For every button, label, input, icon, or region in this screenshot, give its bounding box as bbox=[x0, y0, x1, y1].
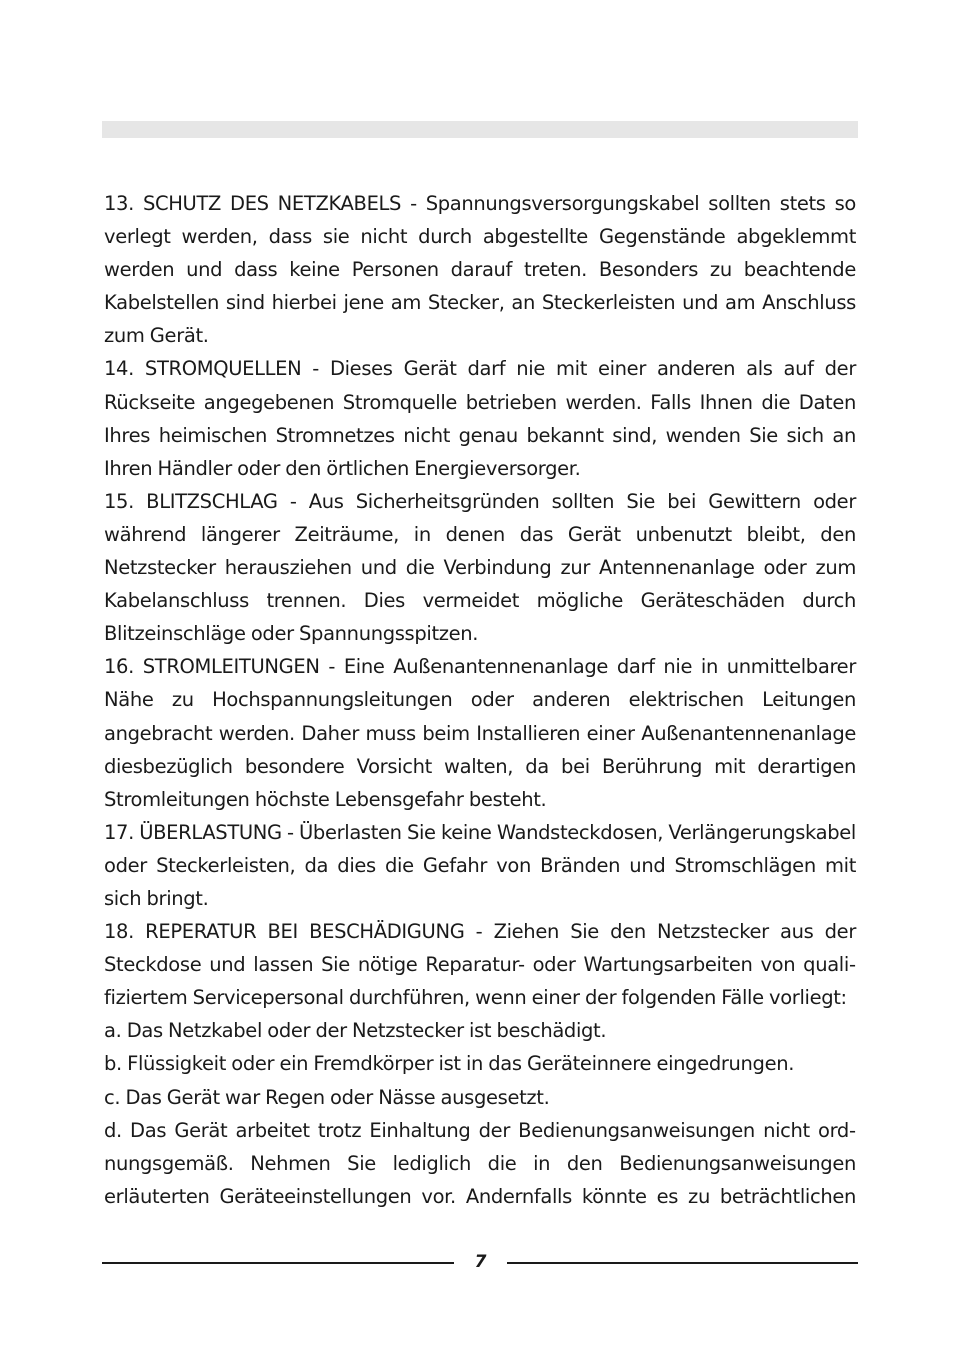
damage-case-a: a. Das Netzkabel oder der Netzstecker ist beschädigt. bbox=[104, 1019, 607, 1043]
section-13-power-cord-protection: 13. SCHUTZ DES NETZKABELS - Spannungsversorgungskabel sollten stets so verlegt werden, dass sie nicht durch abgestellte Gegenstände abgeklemmt werden und dass keine Personen darauf treten. Besonders zu beachtende Kabelstellen sind hierbei jene am Stecker, an Steckerleisten und am Anschluss zum Gerät. bbox=[104, 192, 856, 348]
section-15-lightning: 15. BLITZSCHLAG - Aus Sicherheitsgründen sollten Sie bei Gewittern oder während längerer Zeiträume, in denen das Gerät unbenutzt bleibt, den Netzstecker herausziehen und die Verbindung zur Antennenanlage oder zum Kabelanschluss trennen. Dies vermeidet mögliche Geräteschäden durch Blitzeinschläge oder Spannungsspitzen. bbox=[104, 489, 856, 646]
section-18-repair-damage: 18. REPERATUR BEI BESCHÄDIGUNG - Ziehen Sie den Netzstecker aus der Steckdose und lassen Sie nötige Reparatur- oder Wartungsarbeiten von qualifiziertem Servicepersonal durchführen, wenn einer der folgenden Fälle vorliegt: bbox=[104, 920, 856, 1010]
header-bar bbox=[102, 121, 858, 138]
damage-case-b: b. Flüssigkeit oder ein Fremdkörper ist in das Geräteinnere eingedrungen. bbox=[104, 1052, 795, 1076]
section-14-power-sources: 14. STROMQUELLEN - Dieses Gerät darf nie mit einer anderen als auf der Rückseite angegebenen Stromquelle betrieben werden. Falls Ihnen die Daten Ihres heimischen Stromnetzes nicht genau bekannt sind, wenden Sie sich an Ihren Händler oder den örtlichen Energieversorger. bbox=[104, 357, 856, 480]
footer-rule-left bbox=[102, 1262, 454, 1264]
body-text bbox=[104, 187, 856, 1213]
damage-case-d: d. Das Gerät arbeitet trotz Einhaltung der Bedienungsanweisungen nicht ordnungsgemäß. Nehmen Sie lediglich die in den Bedienungsanweisungen erläuterten Geräteeinstellungen vor. Andernfalls könnte es zu beträchtlichen bbox=[104, 1118, 856, 1208]
page-number: 7 bbox=[474, 1252, 487, 1272]
section-16-power-lines: 16. STROMLEITUNGEN - Eine Außenantennenanlage darf nie in unmittelbarer Nähe zu Hochspannungsleitungen oder anderen elektrischen Leitungen angebracht werden. Daher muss beim Installieren einer Außenantennenanlage diesbezüglich besondere Vorsicht walten, da bei Berührung mit derartigen Stromleitungen höchste Lebensgefahr besteht. bbox=[104, 655, 856, 811]
damage-case-c: c. Das Gerät war Regen oder Nässe ausgesetzt. bbox=[104, 1085, 550, 1109]
section-17-overload: 17. ÜBERLASTUNG - Überlasten Sie keine Wandsteckdosen, Verlängerungskabel oder Steckerleisten, da dies die Gefahr von Bränden und Stromschlägen mit sich bringt. bbox=[104, 820, 856, 910]
footer-rule-right bbox=[507, 1262, 858, 1264]
